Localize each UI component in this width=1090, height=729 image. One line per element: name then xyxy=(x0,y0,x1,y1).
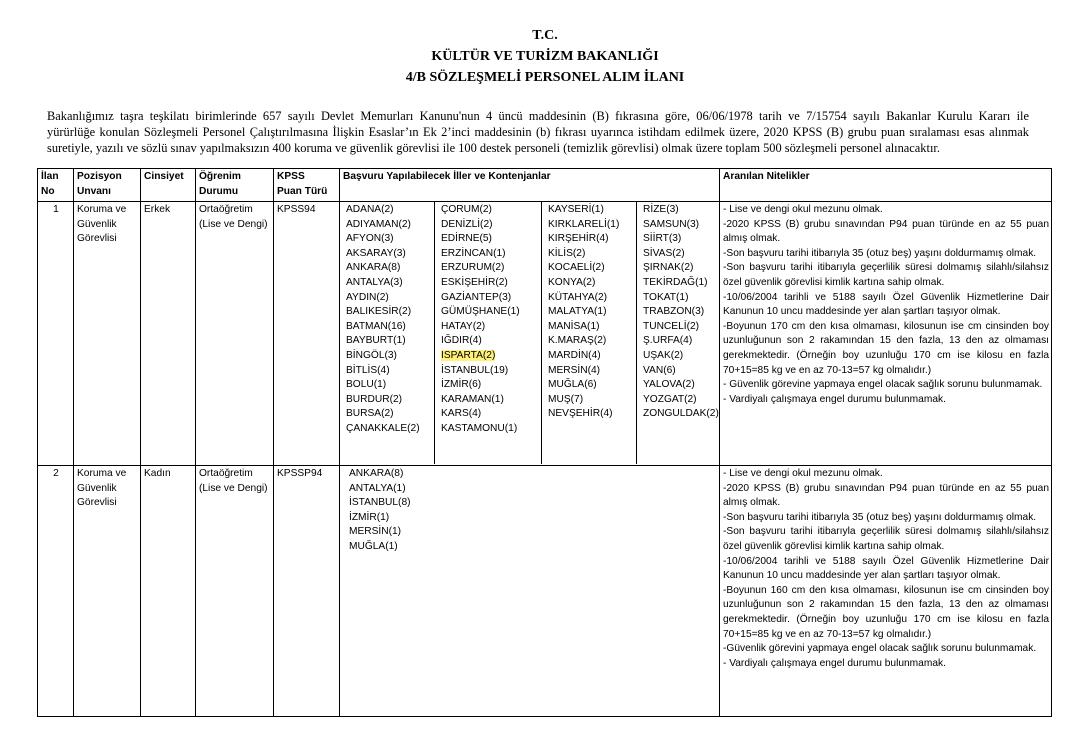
province-item: İSTANBUL(19) xyxy=(441,364,509,376)
province-item: AKSARAY(3) xyxy=(346,247,406,259)
province-item: NEVŞEHİR(4) xyxy=(548,408,613,420)
province-item: BATMAN(16) xyxy=(346,320,406,332)
province-item: Ş.URFA(4) xyxy=(643,335,693,347)
province-item: MUĞLA(1) xyxy=(349,540,398,552)
qualification-item: - Vardiyalı çalışmaya engel durumu bulunmamak. xyxy=(723,657,946,669)
province-item: İSTANBUL(8) xyxy=(349,497,411,509)
header-announcement-title: 4/B SÖZLEŞMELİ PERSONEL ALIM İLANI xyxy=(405,70,685,85)
province-item: MUŞ(7) xyxy=(548,393,584,405)
row2-ogrenim: Ortaöğretim (Lise ve Dengi) xyxy=(196,466,274,717)
province-item: ZONGULDAK(2) xyxy=(643,408,719,420)
province-item: MARDİN(4) xyxy=(548,349,601,361)
qualification-item: -Boyunun 170 cm den kısa olmaması, kilosunun ise cm cinsinden boy uzunluğunun son 2 rakamından 15 den fazla, 13 den az olmaması gerekmektedir. (Örneğin boy uzunluğu 170 cm ise kilosu en fazla 70+15=85 kg ve en az 70-13=57 kg olmalıdır.) xyxy=(723,320,1049,376)
province-column-3 xyxy=(541,202,636,464)
province-item: ERZURUM(2) xyxy=(441,262,505,274)
province-item: TEKİRDAĞ(1) xyxy=(643,276,708,288)
qualification-item: - Lise ve dengi okul mezunu olmak. xyxy=(723,468,883,479)
province-item: SİVAS(2) xyxy=(643,247,685,259)
province-item: KOCAELİ(2) xyxy=(548,262,605,274)
province-item: UŞAK(2) xyxy=(643,349,684,361)
province-item: BİTLİS(4) xyxy=(346,364,390,376)
province-item: KÜTAHYA(2) xyxy=(548,291,608,303)
header-tc: T.C. xyxy=(532,28,558,43)
qualification-item: -Boyunun 160 cm den kısa olmaması, kilosunun ise cm cinsinden boy uzunluğunun son 2 rakamından 15 den fazla, 13 den az olmaması gerekmektedir. (Örneğin boy uzunluğu 170 cm ise kilosu en fazla 70+15=85 kg ve en az 70-13=57 kg olmalıdır.) xyxy=(723,584,1049,640)
province-item: ERZİNCAN(1) xyxy=(441,247,506,259)
qualification-item: -Son başvuru tarihi itibarıyla geçerlilik süresi dolmamış silahlı/silahsız özel güvenlik görevlisi kimlik kartına sahip olmak. xyxy=(723,262,1049,288)
header-iller: Başvuru Yapılabilecek İller ve Kontenjanlar xyxy=(340,169,720,202)
row1-cinsiyet: Erkek xyxy=(141,202,196,466)
row2-iller xyxy=(340,466,720,717)
table-row xyxy=(38,466,1052,717)
qualification-item: -2020 KPSS (B) grubu sınavından P94 puan türünde en az 55 puan almış olmak. xyxy=(723,218,1049,245)
intro-line-3: suretiyle, yazılı ve sözlü sınav yapılmaksızın 400 koruma ve güvenlik görevlisi ile 100 destek personeli (temizlik görevlisi) olmak üzere toplam 500 sözleşmeli personel alınacaktır. xyxy=(47,141,940,155)
province-item: TRABZON(3) xyxy=(643,306,705,318)
province-item: SİİRT(3) xyxy=(643,233,682,245)
province-item: KAYSERİ(1) xyxy=(548,204,604,215)
qualification-item: -10/06/2004 tarihli ve 5188 sayılı Özel Güvenlik Hizmetlerine Dair Kanunun 10 uncu maddesinde yer alan şartları taşıyor olmak. xyxy=(723,555,1049,582)
province-item: BİNGÖL(3) xyxy=(346,349,397,361)
row1-iller xyxy=(340,202,720,466)
province-item: KARS(4) xyxy=(441,408,482,420)
province-item: HATAY(2) xyxy=(441,320,486,332)
row1-nitelikler xyxy=(720,202,1052,466)
province-item: MUĞLA(6) xyxy=(548,379,597,391)
province-column-1 xyxy=(340,202,434,464)
province-item: TUNCELİ(2) xyxy=(643,320,700,332)
province-item: ANTALYA(3) xyxy=(346,276,403,288)
qualification-item: - Lise ve dengi okul mezunu olmak. xyxy=(723,204,883,215)
table-row xyxy=(38,202,1052,466)
province-item: ADANA(2) xyxy=(346,204,394,215)
province-item: KIRŞEHİR(4) xyxy=(548,233,609,245)
qualification-item: -Son başvuru tarihi itibarıyla 35 (otuz beş) yaşını doldurmamış olmak. xyxy=(723,511,1037,523)
province-item: VAN(6) xyxy=(643,364,676,376)
intro-line-1: Bakanlığımız taşra teşkilatı birimlerinde 657 sayılı Devlet Memurları Kanunu'nun 4 üncü maddesinin (B) fıkrasına göre, 06/06/1978 tarih ve 7/15754 sayılı Bakanlar Kurulu Kararı ile xyxy=(47,109,1029,123)
province-item: YALOVA(2) xyxy=(643,379,695,391)
header-ogrenim: Öğrenim Durumu xyxy=(196,169,274,202)
province-item: BAYBURT(1) xyxy=(346,335,406,347)
province-item: KASTAMONU(1) xyxy=(441,422,518,434)
header-ministry: KÜLTÜR VE TURİZM BAKANLIĞI xyxy=(431,49,659,64)
qualification-item: -2020 KPSS (B) grubu sınavından P94 puan türünde en az 55 puan almış olmak. xyxy=(723,482,1049,509)
province-item: GÜMÜŞHANE(1) xyxy=(441,306,520,318)
province-item: ESKİŞEHİR(2) xyxy=(441,276,508,288)
province-list xyxy=(349,467,719,555)
qualification-item: -Son başvuru tarihi itibarıyla 35 (otuz beş) yaşını doldurmamış olmak. xyxy=(723,247,1037,259)
row1-no: 1 xyxy=(38,202,74,466)
province-item: KARAMAN(1) xyxy=(441,393,504,405)
province-item: AFYON(3) xyxy=(346,233,394,245)
province-item: ANKARA(8) xyxy=(349,468,404,479)
row2-cinsiyet: Kadın xyxy=(141,466,196,717)
qualification-item: - Güvenlik görevine yapmaya engel olacak sağlık sorunu bulunmamak. xyxy=(723,379,1043,391)
header-pozisyon: Pozisyon Unvanı xyxy=(74,169,141,202)
province-item: YOZGAT(2) xyxy=(643,393,697,405)
province-item: ANKARA(8) xyxy=(346,262,401,274)
province-item: ANTALYA(1) xyxy=(349,482,406,494)
province-item: ADIYAMAN(2) xyxy=(346,218,411,230)
province-item: RİZE(3) xyxy=(643,204,679,215)
row2-nitelikler xyxy=(720,466,1052,717)
header-ilan-no: İlan No xyxy=(38,169,74,202)
province-item: MALATYA(1) xyxy=(548,306,607,318)
province-item: TOKAT(1) xyxy=(643,291,689,303)
intro-line-2: yürürlüğe konulan Sözleşmeli Personel Çalıştırılmasına İlişkin Esaslar’ın Ek 2’inci maddesinin (b) fıkrası uyarınca istihdam edilmek üzere, 2020 KPSS (B) grubu puan sıralaması esas alınmak xyxy=(47,125,1029,139)
positions-table xyxy=(37,168,1052,717)
row2-pozisyon: Koruma ve Güvenlik Görevlisi xyxy=(74,466,141,717)
province-item: MERSİN(4) xyxy=(548,364,601,376)
province-item: İZMİR(6) xyxy=(441,379,482,391)
province-item: GAZİANTEP(3) xyxy=(441,291,512,303)
province-item: EDİRNE(5) xyxy=(441,233,492,245)
qualification-item: -10/06/2004 tarihli ve 5188 sayılı Özel Güvenlik Hizmetlerine Dair Kanunun 10 uncu maddesinde yer alan şartları taşıyor olmak. xyxy=(723,291,1049,318)
province-column-4 xyxy=(636,202,719,464)
province-item: SAMSUN(3) xyxy=(643,218,700,230)
row1-ogrenim: Ortaöğretim (Lise ve Dengi) xyxy=(196,202,274,466)
qualification-item: -Güvenlik görevini yapmaya engel olacak sağlık sorunu bulunmamak. xyxy=(723,643,1037,655)
province-item: BURSA(2) xyxy=(346,408,394,420)
province-item: ÇANAKKALE(2) xyxy=(346,422,420,434)
intro-paragraph xyxy=(47,108,1029,156)
province-item: K.MARAŞ(2) xyxy=(548,335,607,347)
province-item: IĞDIR(4) xyxy=(441,335,482,347)
row1-kpss: KPSS94 xyxy=(274,202,340,466)
province-item: KIRKLARELİ(1) xyxy=(548,218,620,230)
row1-pozisyon: Koruma ve Güvenlik Görevlisi xyxy=(74,202,141,466)
header-cinsiyet: Cinsiyet xyxy=(141,169,196,202)
row2-no: 2 xyxy=(38,466,74,717)
province-item: MERSİN(1) xyxy=(349,526,402,538)
province-item: MANİSA(1) xyxy=(548,320,600,332)
province-item: BOLU(1) xyxy=(346,379,387,391)
province-item: AYDIN(2) xyxy=(346,291,389,303)
province-item: ISPARTA(2) xyxy=(441,349,496,361)
province-item: İZMİR(1) xyxy=(349,511,390,523)
qualification-item: -Son başvuru tarihi itibarıyla geçerlilik süresi dolmamış silahlı/silahsız özel güvenlik görevlisi kimlik kartına sahip olmak. xyxy=(723,526,1049,552)
province-item: ÇORUM(2) xyxy=(441,204,492,215)
province-item: BURDUR(2) xyxy=(346,393,403,405)
province-item: DENİZLİ(2) xyxy=(441,218,493,230)
province-item: ŞIRNAK(2) xyxy=(643,262,694,274)
province-item: BALIKESİR(2) xyxy=(346,306,412,318)
table-header-row xyxy=(38,169,1052,202)
province-item: KONYA(2) xyxy=(548,276,596,288)
qualification-item: - Vardiyalı çalışmaya engel durumu bulunmamak. xyxy=(723,393,946,405)
row2-kpss: KPSSP94 xyxy=(274,466,340,717)
header-nitelikler: Aranılan Nitelikler xyxy=(720,169,1052,202)
header-kpss: KPSS Puan Türü xyxy=(274,169,340,202)
province-column-2 xyxy=(434,202,541,464)
province-item: KİLİS(2) xyxy=(548,247,586,259)
